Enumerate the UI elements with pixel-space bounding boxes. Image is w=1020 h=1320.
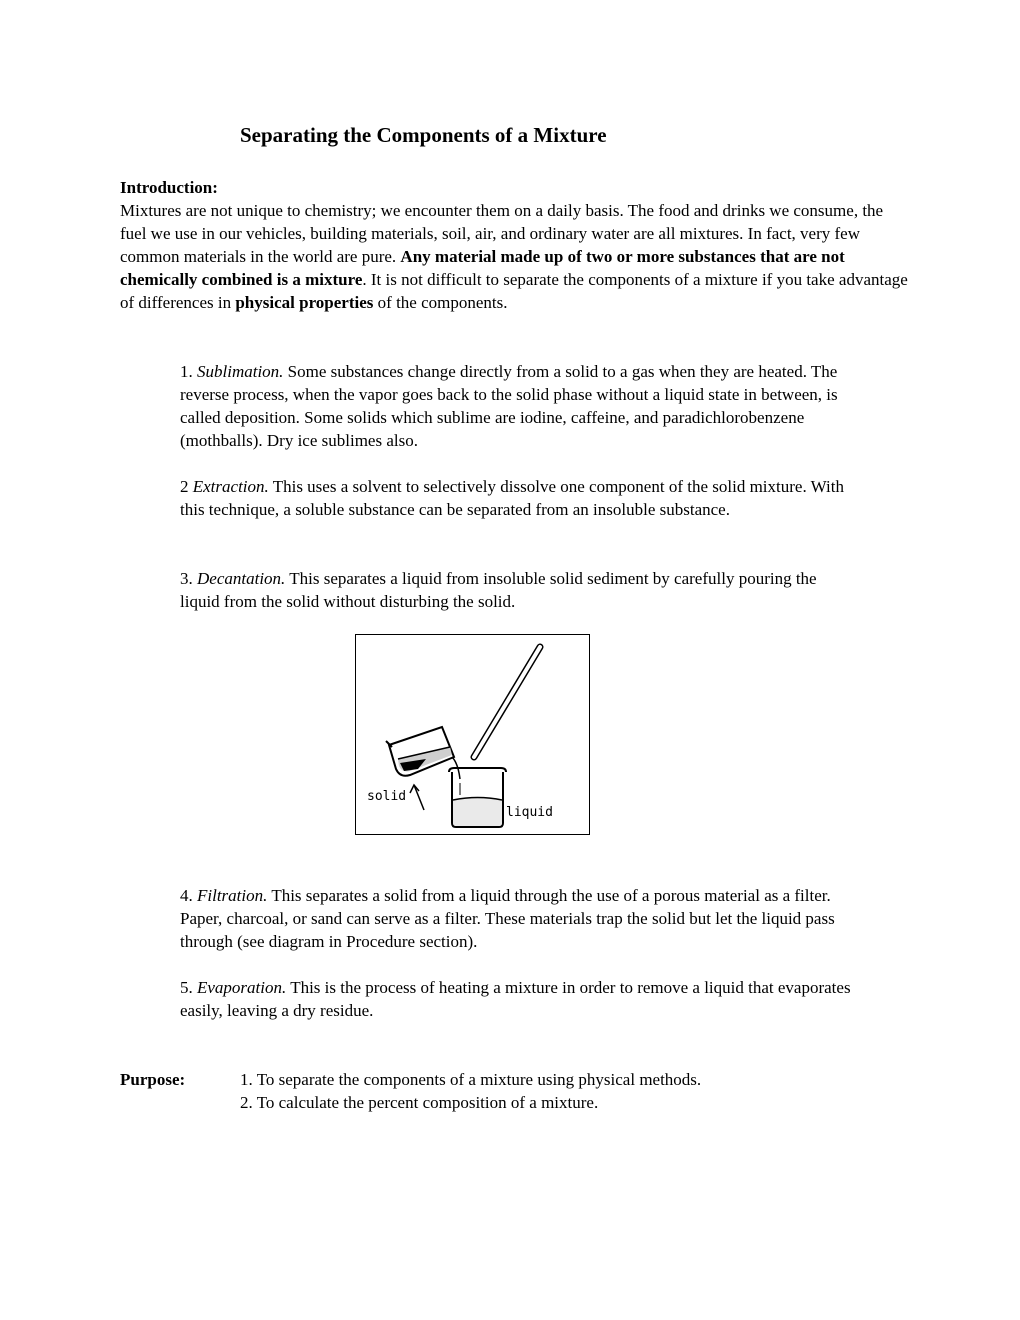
method-name: Filtration.: [197, 886, 268, 905]
method-text: This separates a solid from a liquid through the use of a porous material as a filter. Paper, charcoal, or sand can serve as a filter. These materials trap the solid but let the liquid pass through (see diagram in Procedure section).: [180, 886, 835, 951]
solid-label: solid: [367, 789, 407, 804]
method-text: Some substances change directly from a solid to a gas when they are heated. The reverse process, when the vapor goes back to the solid phase without a liquid state in between, is called deposition. Some solids which sublime are iodine, caffeine, and paradichlorobenzene (mothballs). Dry ice sublimes also.: [180, 362, 838, 450]
intro-text-3: of the components.: [373, 293, 508, 312]
stirring-rod: [474, 647, 540, 757]
method-number: 2: [180, 477, 193, 496]
method-number: 5.: [180, 978, 197, 997]
method-name: Decantation.: [197, 569, 286, 588]
method-decantation: [180, 567, 860, 613]
intro-bold-mixture-definition: Any material made up of two or more substances that are not chemically combined is a mixture: [120, 247, 845, 289]
method-evaporation: [180, 976, 860, 1022]
method-extraction: [180, 475, 860, 521]
purpose-label: Purpose:: [120, 1070, 186, 1089]
introduction-section: [120, 176, 910, 314]
liquid-label: liquid: [506, 805, 553, 820]
intro-bold-physical-properties: physical properties: [235, 293, 374, 312]
method-number: 4.: [180, 886, 197, 905]
document-title: Separating the Components of a Mixture: [240, 123, 607, 147]
intro-text-1: Mixtures are not unique to chemistry; we encounter them on a daily basis. The food and drinks we consume, the fuel we use in our vehicles, building materials, soil, air, and ordinary water are all mixtures. In fact, very few common materials in the world are pure.: [120, 201, 884, 266]
purpose-item: 1. To separate the components of a mixture using physical methods.: [240, 1070, 702, 1089]
solid-arrow: [410, 785, 424, 810]
method-filtration: [180, 884, 860, 953]
intro-text-2: . It is not difficult to separate the components of a mixture if you take advantage of differences in: [120, 270, 908, 312]
introduction-paragraph: [120, 199, 910, 314]
method-number: 3.: [180, 569, 197, 588]
receiving-beaker: [449, 768, 506, 827]
introduction-heading: Introduction:: [120, 178, 218, 197]
tilted-beaker: [386, 727, 454, 776]
pour-stream: [452, 757, 460, 795]
method-text: This separates a liquid from insoluble solid sediment by carefully pouring the liquid from the solid without disturbing the solid.: [180, 569, 817, 611]
method-sublimation: [180, 360, 860, 452]
method-name: Extraction.: [192, 477, 269, 496]
method-text: This is the process of heating a mixture in order to remove a liquid that evaporates easily, leaving a dry residue.: [180, 978, 851, 1020]
method-name: Sublimation.: [197, 362, 284, 381]
decantation-illustration: [356, 635, 589, 834]
decantation-diagram: [355, 634, 590, 835]
purpose-item: 2. To calculate the percent composition of a mixture.: [240, 1093, 599, 1112]
method-name: Evaporation.: [197, 978, 287, 997]
method-text: This uses a solvent to selectively dissolve one component of the solid mixture. With this technique, a soluble substance can be separated from an insoluble substance.: [180, 477, 844, 519]
method-number: 1.: [180, 362, 197, 381]
